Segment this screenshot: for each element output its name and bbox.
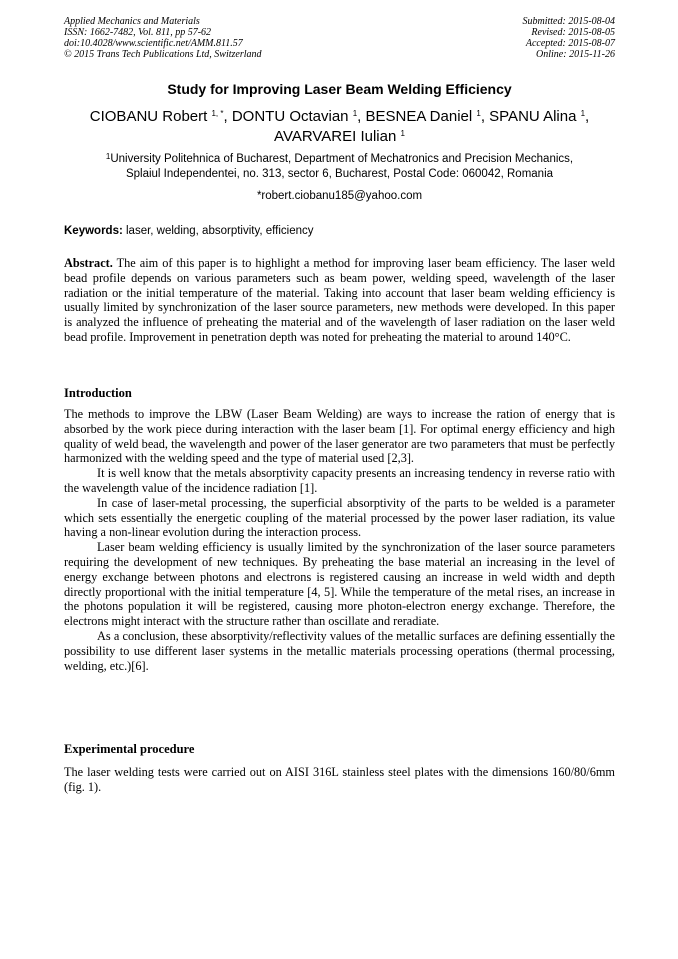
journal-doi: doi:10.4028/www.scientific.net/AMM.811.57 (64, 38, 243, 49)
journal-copyright: © 2015 Trans Tech Publications Ltd, Switzerland (64, 49, 262, 60)
abstract (64, 256, 615, 345)
journal-name: Applied Mechanics and Materials (64, 16, 200, 27)
author-name: , SPANU Alina (480, 108, 581, 125)
author-affiliation-mark: 1, * (211, 109, 224, 118)
date-accepted: Accepted: 2015-08-07 (525, 38, 615, 49)
date-submitted: Submitted: 2015-08-04 (522, 16, 615, 27)
affiliation (64, 152, 615, 182)
keywords-label: Keywords: (64, 225, 123, 237)
author-name: , BESNEA Daniel (357, 108, 477, 125)
paragraph: It is well know that the metals absorptivity capacity presents an increasing tendency in reverse ratio with the wavelength value of the incidence radiation [1]. (64, 466, 615, 495)
author-name: , DONTU Octavian (223, 108, 353, 125)
keywords-text: laser, welding, absorptivity, efficiency (122, 225, 314, 237)
affiliation-line-1: University Politehnica of Bucharest, Department of Mechatronics and Precision Mechanics, (110, 153, 574, 165)
section-heading-experimental: Experimental procedure (64, 742, 195, 756)
author-affiliation-mark: 1 (400, 129, 405, 138)
introduction-body (64, 407, 615, 673)
section-heading-introduction: Introduction (64, 386, 132, 400)
affiliation-mark: 1 (105, 152, 111, 161)
author-name: AVARVAREI Iulian (274, 128, 401, 145)
author-affiliation-mark: 1 (580, 109, 586, 118)
keywords (64, 224, 615, 239)
corresponding-email[interactable]: *robert.ciobanu185@yahoo.com (256, 190, 423, 202)
affiliation-line-2: Splaiul Independentei, no. 313, sector 6, Bucharest, Postal Code: 060042, Romania (125, 168, 554, 180)
author-separator: , (585, 108, 590, 125)
journal-info (64, 16, 262, 60)
date-revised: Revised: 2015-08-05 (531, 27, 615, 38)
author-affiliation-mark: 1 (352, 109, 358, 118)
publication-dates (523, 16, 616, 60)
paragraph: In case of laser-metal processing, the superficial absorptivity of the parts to be welded is a parameter which sets essentially the energetic coupling of the material processed by the power laser radiation, its value having a non-linear evolution during the interaction process. (64, 495, 615, 540)
author-name: CIOBANU Robert (89, 108, 212, 125)
paragraph: The methods to improve the LBW (Laser Beam Welding) are ways to increase the ration of energy that is absorbed by the work piece during interaction with the laser beam [1]. For optimal energy efficiency and high quality of weld bead, the wavelength and power of the laser generator are two parameters that must be perfectly harmonized with the welding speed and the type of material used [2,3]. (64, 407, 615, 466)
journal-issn: ISSN: 1662-7482, Vol. 811, pp 57-62 (64, 27, 212, 38)
paragraph: As a conclusion, these absorptivity/reflectivity values of the metallic surfaces are defining essentially the possibility to use different laser systems in the metallic materials processing operations (thermal processing, welding, etc.)[6]. (64, 628, 615, 673)
abstract-text: The aim of this paper is to highlight a method for improving laser beam efficiency. The laser weld bead profile depends on various parameters such as beam power, welding speed, wavelength of the laser radiation or the initial temperature of the material. Taking into account that laser beam welding efficiency is usually limited by synchronization of the laser source parameters, new methods were developed. In this paper is analyzed the influence of preheating the material and of the wavelength of laser radiation on the laser weld bead profile. Improvement in penetration depth was noted for preheating the material to around 140°C. (64, 256, 615, 344)
author-affiliation-mark: 1 (476, 109, 481, 118)
experimental-body (64, 765, 615, 795)
author-list (64, 107, 615, 147)
date-online: Online: 2015-11-26 (536, 49, 615, 60)
paragraph: The laser welding tests were carried out on AISI 316L stainless steel plates with the dimensions 160/80/6mm (fig. 1). (64, 765, 615, 794)
paragraph: Laser beam welding efficiency is usually limited by the synchronization of the laser source parameters requiring the development of new techniques. By preheating the base material an increasing in the level of energy exchange between photons and electrons is registered causing an increase in weld width and depth directly proportional with the initial temperature [4, 5]. While the temperature of the metal rises, an increase in the photons population it will be registered, causing more photon-electron energy exchange. Therefore, the electrons might interact with the structure rather than oscillate and reradiate. (64, 540, 615, 629)
paper-title: Study for Improving Laser Beam Welding Efficiency (167, 81, 512, 97)
abstract-label: Abstract. (64, 256, 113, 270)
